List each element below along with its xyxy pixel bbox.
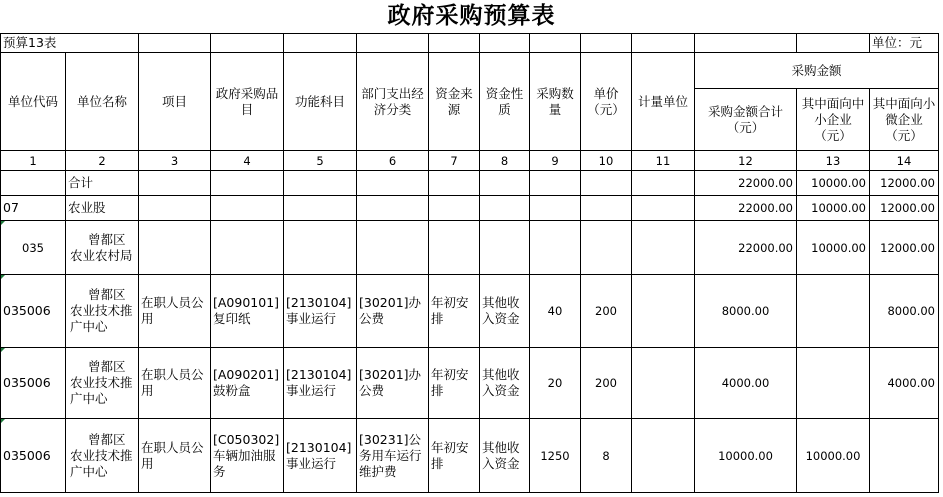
- header-unit-name: 单位名称: [66, 53, 139, 151]
- cell-qty: [530, 221, 581, 275]
- cell-amount-micro: 8000.00: [870, 275, 939, 348]
- header-func: 功能科目: [284, 53, 357, 151]
- table-row: [1, 275, 939, 348]
- cell-unit: [632, 171, 695, 196]
- cell-name: [66, 348, 139, 419]
- cell-econ: [30201]办公费: [357, 275, 429, 348]
- cell-qty: 20: [530, 348, 581, 419]
- col-number: 2: [66, 151, 139, 171]
- table-row: [1, 419, 939, 493]
- table-row: [1, 348, 939, 419]
- cell-econ: [357, 171, 429, 196]
- cell-code: 035006: [1, 348, 66, 419]
- cell-price: [581, 221, 632, 275]
- col-number: 10: [581, 151, 632, 171]
- col-number: 9: [530, 151, 581, 171]
- col-number: 5: [284, 151, 357, 171]
- header-price: 单价（元）: [581, 53, 632, 151]
- cell-fund-source: [429, 196, 480, 221]
- cell-func: [2130104]事业运行: [284, 348, 357, 419]
- cell-fund-source: 年初安排: [429, 275, 480, 348]
- cell-project: 在职人员公用: [139, 348, 211, 419]
- cell-price: 8: [581, 419, 632, 493]
- cell-unit: [632, 419, 695, 493]
- cell-project: 在职人员公用: [139, 419, 211, 493]
- cell-amount-total: 10000.00: [695, 419, 797, 493]
- header-fund-nature: 资金性质: [480, 53, 530, 151]
- cell-code: 07: [1, 196, 66, 221]
- cell-item: [A090101]复印纸: [211, 275, 284, 348]
- cell-econ: [357, 196, 429, 221]
- cell-amount-sme: 10000.00: [797, 171, 870, 196]
- form-code: 预算13表: [1, 34, 139, 53]
- cell-amount-micro: 4000.00: [870, 348, 939, 419]
- cell-name: [66, 419, 139, 493]
- cell-amount-sme: [797, 348, 870, 419]
- cell-fund-source: [429, 221, 480, 275]
- cell-amount-sme: 10000.00: [797, 221, 870, 275]
- cell-amount-total: 4000.00: [695, 348, 797, 419]
- cell-amount-micro: [870, 419, 939, 493]
- cell-fund-nature: [480, 221, 530, 275]
- cell-fund-source: [429, 171, 480, 196]
- cell-price: [581, 171, 632, 196]
- cell-qty: 40: [530, 275, 581, 348]
- cell-amount-sme: 10000.00: [797, 419, 870, 493]
- cell-name: [66, 275, 139, 348]
- col-number: 13: [797, 151, 870, 171]
- cell-fund-nature: [480, 196, 530, 221]
- header-amount-sme: 其中面向中小企业（元）: [797, 89, 870, 151]
- col-number: 1: [1, 151, 66, 171]
- col-number: 11: [632, 151, 695, 171]
- cell-item: [A090201]鼓粉盒: [211, 348, 284, 419]
- cell-item: [211, 196, 284, 221]
- cell-func: [284, 221, 357, 275]
- cell-item: [211, 171, 284, 196]
- header-amount-total: 采购金额合计（元）: [695, 89, 797, 151]
- cell-amount-micro: 12000.00: [870, 221, 939, 275]
- header-unit: 计量单位: [632, 53, 695, 151]
- col-number: 7: [429, 151, 480, 171]
- cell-qty: 1250: [530, 419, 581, 493]
- cell-amount-total: 8000.00: [695, 275, 797, 348]
- page-title: 政府采购预算表: [387, 3, 556, 29]
- cell-code: 035006: [1, 419, 66, 493]
- cell-project: [139, 221, 211, 275]
- cell-project: 在职人员公用: [139, 275, 211, 348]
- cell-amount-total: 22000.00: [695, 221, 797, 275]
- cell-name-text: 曾都区农业技术推广中心: [70, 359, 133, 406]
- cell-amount-sme: [797, 275, 870, 348]
- cell-fund-source: 年初安排: [429, 348, 480, 419]
- cell-item: [211, 221, 284, 275]
- cell-name: [66, 221, 139, 275]
- header-item: 政府采购品目: [211, 53, 284, 151]
- table-row: [1, 196, 939, 221]
- col-number: 12: [695, 151, 797, 171]
- cell-econ: [30201]办公费: [357, 348, 429, 419]
- cell-name: 农业股: [66, 196, 139, 221]
- cell-name-text: 曾都区农业技术推广中心: [70, 287, 133, 334]
- unit-label: 单位：元: [870, 34, 939, 53]
- cell-name-text: 曾都区农业技术推广中心: [70, 431, 133, 479]
- cell-price: 200: [581, 348, 632, 419]
- cell-fund-nature: 其他收入资金: [480, 419, 530, 493]
- cell-amount-total: 22000.00: [695, 196, 797, 221]
- cell-item: [C050302]车辆加油服务: [211, 419, 284, 493]
- cell-unit: [632, 196, 695, 221]
- col-number: 8: [480, 151, 530, 171]
- table-row: [1, 171, 939, 196]
- cell-price: 200: [581, 275, 632, 348]
- cell-qty: [530, 196, 581, 221]
- col-number: 4: [211, 151, 284, 171]
- col-number: 14: [870, 151, 939, 171]
- cell-fund-nature: 其他收入资金: [480, 348, 530, 419]
- cell-project: [139, 196, 211, 221]
- cell-qty: [530, 171, 581, 196]
- header-row: [1, 53, 939, 89]
- header-qty: 采购数量: [530, 53, 581, 151]
- col-number: 6: [357, 151, 429, 171]
- procurement-budget-table: [0, 33, 939, 493]
- header-project: 项目: [139, 53, 211, 151]
- header-amount-micro: 其中面向小微企业（元）: [870, 89, 939, 151]
- meta-row: [1, 34, 939, 53]
- cell-unit: [632, 275, 695, 348]
- cell-code: 035: [1, 221, 66, 275]
- cell-amount-micro: 12000.00: [870, 196, 939, 221]
- cell-unit: [632, 348, 695, 419]
- col-number-row: [1, 151, 939, 171]
- header-fund-source: 资金来源: [429, 53, 480, 151]
- header-econ: 部门支出经济分类: [357, 53, 429, 151]
- cell-func: [2130104]事业运行: [284, 275, 357, 348]
- cell-price: [581, 196, 632, 221]
- cell-amount-total: 22000.00: [695, 171, 797, 196]
- cell-econ: [357, 221, 429, 275]
- header-amount-group: 采购金额: [695, 53, 939, 89]
- cell-func: [284, 171, 357, 196]
- cell-fund-source: 年初安排: [429, 419, 480, 493]
- cell-code: [1, 171, 66, 196]
- table-row: [1, 221, 939, 275]
- cell-func: [284, 196, 357, 221]
- cell-econ: [30231]公务用车运行维护费: [357, 419, 429, 493]
- col-number: 3: [139, 151, 211, 171]
- cell-name-text: 曾都区农业农村局: [70, 231, 133, 263]
- cell-amount-sme: 10000.00: [797, 196, 870, 221]
- cell-func: [2130104]事业运行: [284, 419, 357, 493]
- cell-code: 035006: [1, 275, 66, 348]
- cell-project: [139, 171, 211, 196]
- cell-name: 合计: [66, 171, 139, 196]
- cell-amount-micro: 12000.00: [870, 171, 939, 196]
- cell-fund-nature: 其他收入资金: [480, 275, 530, 348]
- cell-fund-nature: [480, 171, 530, 196]
- header-unit-code: 单位代码: [1, 53, 66, 151]
- cell-unit: [632, 221, 695, 275]
